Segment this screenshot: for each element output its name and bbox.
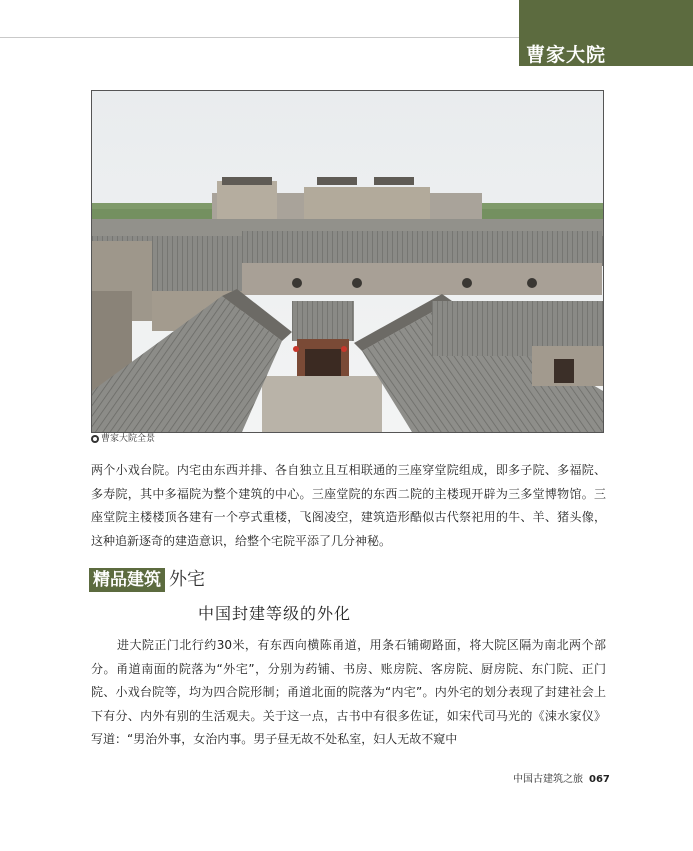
chapter-title: 曹家大院: [526, 44, 607, 66]
page-number: 067: [589, 774, 610, 785]
camera-icon: [91, 435, 99, 443]
page-footer: [513, 773, 610, 787]
caption-text: 曹家大院全景: [101, 434, 156, 444]
section-subtitle: 中国封建等级的外化: [198, 604, 352, 623]
courtyard-photo: [91, 90, 604, 433]
footer-book-title: 中国古建筑之旅: [513, 774, 583, 785]
body-paragraph-1: 两个小戏台院。内宅由东西并排、各自独立且互相联通的三座穿堂院组成，即多子院、多福院、多寿院，其中多福院为整个建筑的中心。三座堂院的东西二院的主楼现开辟为三多堂博物馆。三座堂院主楼楼顶各建有一个亭式重楼，飞阁凌空，建筑造形酷似古代祭祀用的牛、羊、猪头像，这种追新逐奇的建造意识，给整个宅院平添了几分神秘。: [91, 463, 606, 548]
section-heading: [89, 568, 205, 592]
photo-caption: [91, 433, 155, 445]
body-paragraph-2: 进大院正门北行约30米，有东西向横陈甬道，用条石铺砌路面，将大院区隔为南北两个部分。甬道南面的院落为“外宅”，分别为药铺、书房、账房院、客房院、厨房院、东门院、正门院、小戏台院等，均为四合院形制；甬道北面的院落为“内宅”。内外宅的划分表现了封建社会上下有分、内外有别的生活观夫。关于这一点，古书中有很多佐证，如宋代司马光的《涑水家仪》写道：“男治外事，女治内事。男子昼无故不处私室，妇人无故不窥中: [91, 638, 606, 746]
section-title: 外宅: [169, 569, 205, 590]
section-label: 精品建筑: [89, 568, 165, 592]
